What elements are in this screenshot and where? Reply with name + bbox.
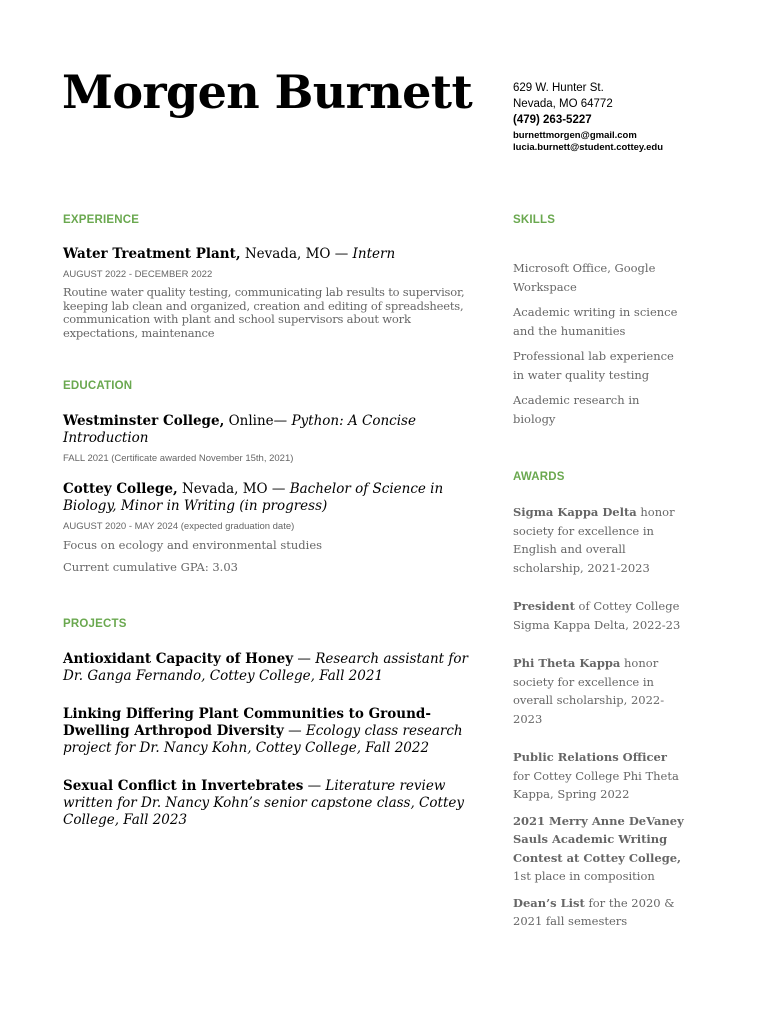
education-entry-title [63, 413, 475, 447]
education-program: Bachelor of Science in Biology, Minor in Writing (in progress) [63, 481, 444, 514]
experience-entry-title [63, 246, 475, 263]
skill-item: Academic research in biology [513, 393, 640, 426]
project-description: Literature review written for Dr. Nancy Kohn’s senior capstone class, Cottey College, Fall 2023 [63, 778, 464, 828]
education-entry [63, 481, 475, 575]
award-detail: 1st place in composition [513, 869, 655, 883]
education-location: Nevada, MO — [177, 481, 290, 497]
skills-heading: SKILLS [513, 214, 556, 226]
award-title: President [513, 599, 575, 613]
education-detail: Focus on ecology and environmental studies [63, 538, 323, 552]
experience-entry [63, 246, 475, 340]
experience-description: Routine water quality testing, communicating lab results to supervisor, keeping lab clean and organized, creation and editing of spreadsheets, communication with plant and school supervisors about work expectations, maintenance [63, 285, 465, 340]
skill-item: Microsoft Office, Google Workspace [513, 261, 656, 294]
project-title: Sexual Conflict in Invertebrates [63, 778, 304, 794]
skill-item: Professional lab experience in water quality testing [513, 349, 674, 382]
experience-dates: AUGUST 2022 - DECEMBER 2022 [63, 269, 213, 280]
award-title: Phi Theta Kappa [513, 656, 621, 670]
experience-org: Water Treatment Plant, [63, 246, 241, 262]
experience-location: Nevada, MO — [240, 246, 353, 262]
resume-name: Morgen Burnett [62, 65, 473, 119]
award-detail: honor society for excellence in overall scholarship, 2022-2023 [513, 656, 665, 726]
project-item [63, 778, 475, 829]
contact-block [513, 80, 733, 154]
experience-role: Intern [352, 246, 396, 262]
award-title: Public Relations Officer [513, 750, 667, 764]
award-item [513, 654, 685, 728]
awards-heading: AWARDS [513, 471, 565, 483]
email-student[interactable]: lucia.burnett@student.cottey.edu [513, 142, 664, 153]
education-heading: EDUCATION [63, 380, 133, 392]
award-title: Sigma Kappa Delta [513, 505, 637, 519]
education-program: Python: A Concise Introduction [63, 413, 416, 446]
award-title: 2021 Merry Anne DeVaney Sauls Academic Writing Contest at Cottey College, [513, 813, 684, 865]
award-item [513, 812, 685, 886]
education-location: Online— [224, 413, 292, 429]
project-description: Research assistant for Dr. Ganga Fernando, Cottey College, Fall 2021 [63, 651, 468, 684]
award-detail: for the 2020 & 2021 fall semesters [513, 895, 675, 928]
award-item [513, 503, 685, 577]
award-title: Dean’s List [513, 895, 585, 910]
award-detail: honor society for excellence in English and overall scholarship, 2021-2023 [513, 505, 675, 575]
education-org: Cottey College, [63, 481, 178, 497]
project-separator: — [303, 778, 326, 794]
education-org: Westminster College, [63, 413, 225, 429]
project-title: Antioxidant Capacity of Honey [63, 651, 294, 667]
award-detail: for Cottey College Phi Theta Kappa, Spring 2022 [513, 768, 679, 801]
project-item [63, 651, 475, 685]
award-item [513, 597, 685, 634]
award-item [513, 748, 685, 804]
address-line-2: Nevada, MO 64772 [513, 98, 613, 110]
education-entry [63, 413, 475, 465]
project-item [63, 706, 475, 757]
project-separator: — [293, 651, 316, 667]
project-title: Linking Differing Plant Communities to Ground-Dwelling Arthropod Diversity [63, 706, 431, 739]
education-dates: FALL 2021 (Certificate awarded November 15th, 2021) [63, 453, 294, 464]
education-dates: AUGUST 2020 - MAY 2024 (expected graduation date) [63, 521, 295, 532]
email-personal[interactable]: burnettmorgen@gmail.com [513, 130, 637, 141]
side-column [513, 212, 685, 931]
education-entry-title [63, 481, 475, 515]
project-description: Ecology class research project for Dr. Nancy Kohn, Cottey College, Fall 2022 [63, 723, 463, 756]
projects-heading: PROJECTS [63, 618, 127, 630]
skill-item: Academic writing in science and the humanities [513, 305, 678, 338]
award-detail: of Cottey College Sigma Kappa Delta, 2022-23 [513, 599, 681, 632]
award-item [513, 894, 685, 931]
phone-number: (479) 263-5227 [513, 114, 592, 126]
experience-heading: EXPERIENCE [63, 214, 140, 226]
address-line-1: 629 W. Hunter St. [513, 82, 604, 94]
education-detail: Current cumulative GPA: 3.03 [63, 560, 238, 574]
project-separator: — [283, 723, 306, 739]
main-column [63, 212, 475, 829]
